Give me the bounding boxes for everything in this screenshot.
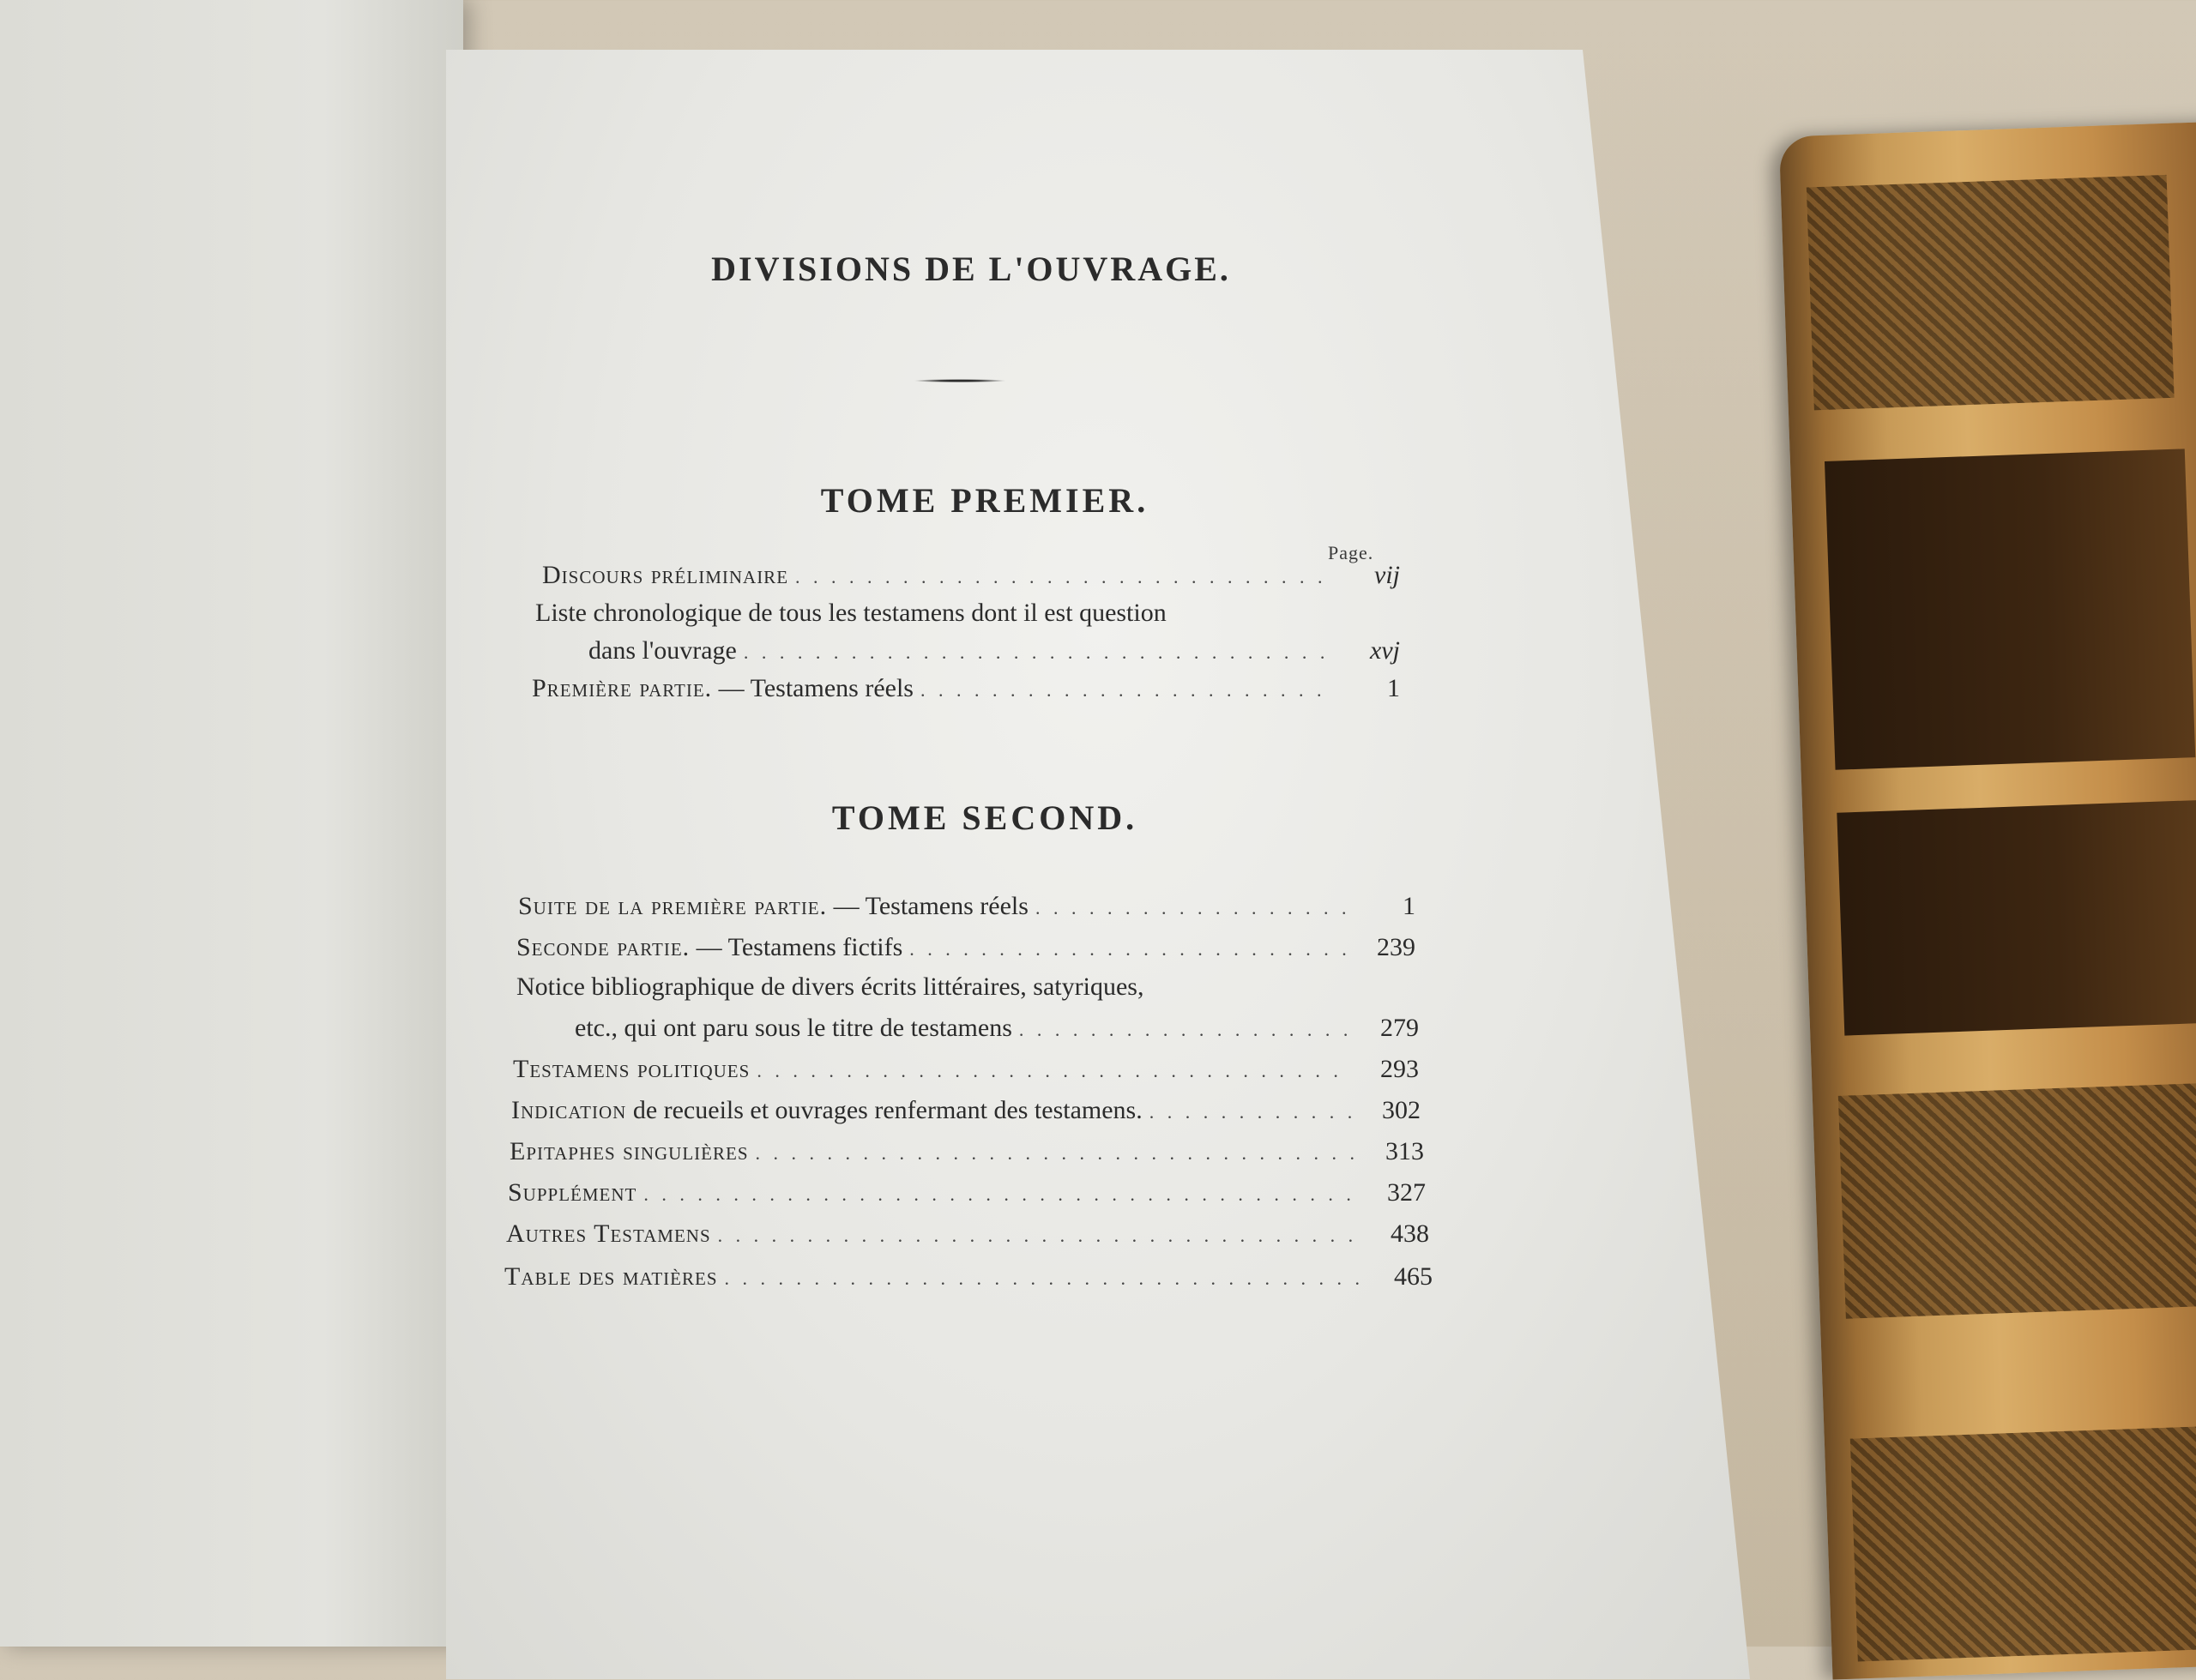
adjacent-book-spine: [1779, 121, 2196, 1679]
entry-page: 279: [1380, 1014, 1419, 1042]
entry-label: Table des matières: [504, 1262, 718, 1291]
title-rule: [914, 379, 1006, 382]
leader-dots: [718, 1225, 1362, 1247]
toc-entry: [575, 1014, 1419, 1043]
toc-entry: [535, 599, 1167, 628]
entry-page: 1: [1403, 892, 1415, 920]
entry-label: Indication: [511, 1096, 627, 1124]
leader-dots: [1149, 1101, 1354, 1123]
entry-label: Liste chronologique: [535, 599, 742, 627]
entry-label: Discours préliminaire: [542, 561, 789, 589]
spine-ornament: [1807, 175, 2175, 410]
leader-dots: [795, 566, 1333, 588]
entry-label: Notice bibliographique: [516, 972, 755, 1001]
leader-dots: [909, 938, 1348, 960]
spine-ornament: [1838, 1083, 2196, 1318]
toc-entry: [504, 1262, 1433, 1292]
leader-dots: [643, 1183, 1359, 1206]
toc-entry: [516, 972, 1143, 1002]
entry-label-cont: de divers écrits littéraires, satyriques,: [760, 972, 1144, 1001]
toc-entry: [542, 561, 1400, 590]
entry-page: 313: [1385, 1137, 1424, 1165]
leader-dots: [757, 1060, 1352, 1082]
entry-page: 465: [1394, 1262, 1433, 1291]
tome2-title: TOME SECOND.: [831, 798, 1138, 837]
entry-page: 1: [1387, 674, 1400, 702]
spine-ornament: [1850, 1426, 2196, 1661]
right-page: [446, 50, 1750, 1679]
entry-label: etc., qui ont paru sous le titre de testamens: [575, 1014, 1012, 1042]
entry-label: Epitaphes singulières: [510, 1137, 749, 1165]
leader-dots: [756, 1142, 1358, 1165]
entry-page: xvj: [1370, 636, 1400, 665]
toc-entry: [510, 1137, 1424, 1166]
page-title: DIVISIONS DE L'OUVRAGE.: [711, 250, 1231, 288]
toc-entry: [513, 1055, 1419, 1084]
leader-dots: [744, 641, 1333, 664]
entry-page: 438: [1391, 1219, 1429, 1248]
leader-dots: [725, 1268, 1366, 1290]
entry-page: 293: [1380, 1055, 1419, 1083]
leader-dots: [920, 679, 1333, 702]
toc-entry: [511, 1096, 1421, 1125]
spine-label: [1837, 800, 2196, 1035]
entry-label: Testamens politiques: [513, 1055, 751, 1083]
entry-label-cont: — Testamens fictifs: [696, 933, 903, 961]
leader-dots: [1019, 1019, 1352, 1041]
entry-label: Autres Testamens: [506, 1219, 711, 1248]
entry-label: Supplément: [508, 1178, 637, 1207]
entry-page: 239: [1377, 933, 1415, 961]
tome1-title: TOME PREMIER.: [820, 481, 1149, 520]
leader-dots: [1035, 897, 1348, 919]
toc-entry: [518, 892, 1415, 921]
entry-label-cont: — Testamens réels: [833, 892, 1029, 920]
entry-label-cont: de tous les testamens dont il est question: [748, 599, 1167, 627]
entry-label-cont: de recueils et ouvrages renfermant des testamens.: [632, 1096, 1143, 1124]
entry-page: 302: [1382, 1096, 1421, 1124]
spine-label: [1825, 449, 2195, 769]
toc-entry: [516, 933, 1415, 962]
toc-entry: [588, 636, 1400, 665]
toc-entry: [532, 674, 1400, 703]
entry-label: Seconde partie.: [516, 933, 691, 961]
entry-page: vij: [1374, 561, 1400, 589]
page-column-label: Page.: [1328, 542, 1374, 563]
entry-label: Suite de la première partie.: [518, 892, 828, 920]
entry-page: 327: [1387, 1178, 1426, 1207]
toc-entry: [508, 1178, 1426, 1207]
toc-entry: [506, 1219, 1429, 1249]
entry-label: Première partie.: [532, 674, 713, 702]
entry-label-cont: — Testamens réels: [718, 674, 914, 702]
left-page: [0, 0, 463, 1647]
entry-label: dans l'ouvrage: [588, 636, 737, 665]
